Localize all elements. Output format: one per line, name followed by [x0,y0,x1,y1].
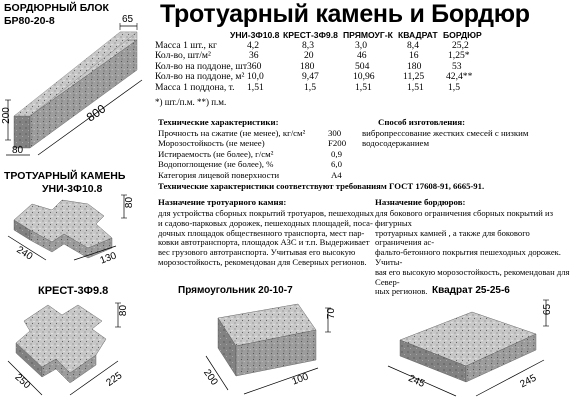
cross-dim-width: 225 [104,370,125,389]
square-dim-length: 245 [406,373,427,390]
manufacture-text: вибропрессование жестких смесей с низким водосодержанием [362,128,529,148]
col-curb: БОРДЮР [443,30,482,40]
rect-dim-length: 200 [201,367,220,388]
gost-note: Технические характеристики соответствуют требованиям ГОСТ 17608-91, 6665-91. [158,181,485,191]
page-title: Тротуарный камень и Бордюр [160,0,530,28]
uni-paver-code: УНИ-3Ф10.8 [42,183,103,195]
border-block-code: БР80-20-8 [4,15,55,27]
border-dim-length: 800 [83,101,109,125]
border-block-title: БОРДЮРНЫЙ БЛОК [4,2,109,14]
curb-purpose-heading: Назначение бордюров: [375,197,466,207]
rect-paver-title: Прямоугольник 20-10-7 [178,285,293,296]
uni-paver-title: ТРОТУАРНЫЙ КАМЕНЬ [4,170,126,182]
paver-purpose-heading: Назначение тротуарного камня: [158,197,287,207]
rect-dim-width: 100 [290,371,311,388]
curb-purpose-text: для бокового ограничения сборных покрытий из фигурных тротуарных камней , а также для бокового ограничения ас- фальто-бетонного покрытия пешеходных дорожек. Учиты- вая его высокую морозостойкость, рекомендован для Север- ных регионов. [375,208,570,297]
square-paver-title: Квадрат 25-25-6 [432,285,510,296]
cross-paver-title: КРЕСТ-3Ф9.8 [38,285,109,297]
rect-dim-height: 70 [326,307,338,320]
list-item: Морозостойкость (не менее) F200 [158,138,347,149]
list-item: Категория лицевой поверхности А4 [158,169,342,180]
col-cross: КРЕСТ-3Ф9.8 [283,30,338,40]
border-dim-width: 65 [122,14,134,25]
uni-dim-height: 80 [124,196,136,209]
col-uni: УНИ-3Ф10.8 [230,30,280,40]
square-dim-height: 65 [542,303,554,316]
square-dim-width: 245 [518,372,539,391]
col-square: КВАДРАТ [398,30,438,40]
border-dim-height: 200 [0,107,12,124]
list-item: Прочность на сжатие (не менее), кг/см² 300 [158,128,342,138]
tech-list [158,128,347,181]
border-block-figure [0,0,160,160]
tech-heading: Технические характеристики: [158,117,279,127]
manufacture-heading: Способ изготовления: [378,117,466,127]
paver-purpose-text: для устройства сборных покрытий тротуаров, пешеходных и садово-парковых дорожек, пешеходных площадей, поса- дочных площадок общественного транспорта, мест пар- ковки автотранспорта, площадок АЗС и т.п. Выдерживает вес грузового автотранспорта. Учитывая его высокую морозостойкость, рекомендован для Северных регионов. [158,208,375,267]
border-dim-thickness: 80 [12,145,24,156]
cross-dim-height: 80 [118,304,130,317]
list-item: Истираемость (не более), г/см² 0,9 [158,148,342,159]
uni-dim-width: 130 [98,250,119,267]
col-rect: ПРЯМОУГ-К [343,30,393,40]
rect-paver-figure [180,298,350,403]
uni-dim-length: 240 [14,244,35,263]
cross-dim-length: 250 [12,371,33,392]
list-item: Водопоглощение (не более), % 6,0 [158,159,342,170]
